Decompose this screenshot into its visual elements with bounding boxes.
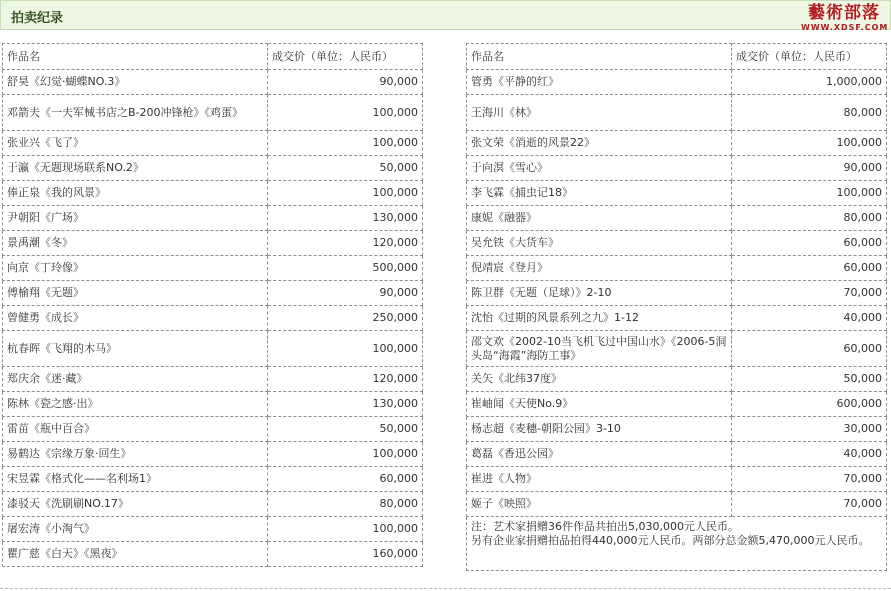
artwork-name: 崔进《人物》 [467,467,732,492]
artwork-name: 邓箭夫《一夫军械书店之B-200冲锋枪》《鸡蛋》 [3,95,268,131]
artwork-price: 80,000 [732,95,887,131]
auction-table-left [2,43,423,567]
artwork-name: 沈怡《过期的风景系列之九》1-12 [467,306,732,331]
table-row [3,442,423,467]
artwork-price: 1,000,000 [732,70,887,95]
table-row [3,281,423,306]
artwork-price: 100,000 [268,181,423,206]
artwork-price: 600,000 [732,392,887,417]
artwork-price: 60,000 [268,467,423,492]
note-line-2: 另有企业家捐赠拍品拍得440,000元人民币。两部分总金额5,470,000元人民币。 [471,534,870,547]
table-row [467,231,887,256]
artwork-price: 50,000 [268,156,423,181]
table-row [3,417,423,442]
table-row [467,95,887,131]
table-row [3,542,423,567]
table-row [3,70,423,95]
page-header [0,0,891,30]
artwork-price: 130,000 [268,206,423,231]
artwork-name: 易鹤达《宗缘万象·回生》 [3,442,268,467]
column-header-price: 成交价（单位：人民币） [268,44,423,70]
artwork-name: 宋昱霖《格式化——名利场1》 [3,467,268,492]
table-row [3,231,423,256]
note-line-1: 注：艺术家捐赠36件作品共拍出5,030,000元人民币。 [471,520,739,533]
artwork-price: 120,000 [268,367,423,392]
artwork-price: 100,000 [268,517,423,542]
artwork-price: 500,000 [268,256,423,281]
artwork-name: 雷苗《瓶中百合》 [3,417,268,442]
artwork-price: 160,000 [268,542,423,567]
table-row [467,492,887,517]
artwork-price: 90,000 [268,70,423,95]
table-row [3,331,423,367]
column-header-price: 成交价（单位：人民币） [732,44,887,70]
artwork-price: 90,000 [268,281,423,306]
artwork-name: 倪靖宸《登月》 [467,256,732,281]
artwork-name: 曾健勇《成长》 [3,306,268,331]
table-row [467,131,887,156]
artwork-price: 90,000 [732,156,887,181]
artwork-name: 崔岫闻《天使No.9》 [467,392,732,417]
artwork-price: 120,000 [268,231,423,256]
artwork-price: 130,000 [268,392,423,417]
table-row [3,367,423,392]
artwork-price: 70,000 [732,281,887,306]
table-note-row [467,517,887,571]
artwork-name: 张业兴《飞了》 [3,131,268,156]
table-row [467,417,887,442]
artwork-name: 郑庆余《迷·藏》 [3,367,268,392]
artwork-price: 60,000 [732,231,887,256]
table-row [3,181,423,206]
artwork-price: 60,000 [732,256,887,281]
column-header-name: 作品名 [3,44,268,70]
page-title: 拍卖纪录 [11,11,64,26]
artwork-name: 张文荣《消逝的风景22》 [467,131,732,156]
artwork-name: 景禹潮《冬》 [3,231,268,256]
table-row [467,70,887,95]
table-row [3,95,423,131]
artwork-price: 70,000 [732,492,887,517]
artwork-price: 250,000 [268,306,423,331]
bottom-divider [0,588,891,589]
artwork-price: 100,000 [268,331,423,367]
table-header-row [3,44,423,70]
table-row [467,367,887,392]
logo-text-en: WWW.XDSF.COM [801,23,889,32]
artwork-name: 吴允铁《大货车》 [467,231,732,256]
table-row [3,256,423,281]
auction-table-right [466,43,887,571]
artwork-name: 傅榆翔《无题》 [3,281,268,306]
table-row [3,517,423,542]
artwork-name: 舒昊《幻觉·蝴蝶NO.3》 [3,70,268,95]
artwork-price: 50,000 [732,367,887,392]
table-row [467,281,887,306]
artwork-name: 王海川《林》 [467,95,732,131]
table-row [3,392,423,417]
logo-text-cn: 藝術部落 [808,3,880,23]
artwork-price: 70,000 [732,467,887,492]
artwork-name: 于瀛《无题现场联系NO.2》 [3,156,268,181]
artwork-price: 30,000 [732,417,887,442]
artwork-name: 葛磊《香迅公园》 [467,442,732,467]
artwork-name: 邵文欢《2002-10当飞机飞过中国山水》《2006-5洞头岛“海霞”海防工事》 [467,331,732,367]
table-row [467,156,887,181]
artwork-name: 姬子《映照》 [467,492,732,517]
artwork-price: 60,000 [732,331,887,367]
artwork-price: 100,000 [732,131,887,156]
artwork-price: 100,000 [732,181,887,206]
table-row [3,131,423,156]
table-row [467,392,887,417]
artwork-name: 向京《丁玲像》 [3,256,268,281]
artwork-name: 关矢《北纬37度》 [467,367,732,392]
artwork-name: 康妮《融器》 [467,206,732,231]
artwork-price: 100,000 [268,131,423,156]
artwork-price: 40,000 [732,306,887,331]
artwork-name: 杨志超《麦穗-朝阳公园》3-10 [467,417,732,442]
table-row [3,492,423,517]
table-row [3,306,423,331]
summary-note [467,517,887,571]
artwork-name: 管勇《平静的红》 [467,70,732,95]
artwork-price: 100,000 [268,442,423,467]
artwork-name: 尹朝阳《广场》 [3,206,268,231]
artwork-name: 屠宏涛《小淘气》 [3,517,268,542]
table-row [467,256,887,281]
column-header-name: 作品名 [467,44,732,70]
artwork-price: 80,000 [732,206,887,231]
table-row [467,442,887,467]
artwork-name: 瞿广慈《白天》《黑夜》 [3,542,268,567]
artwork-name: 陈卫群《无题（足球）》2-10 [467,281,732,306]
artwork-price: 50,000 [268,417,423,442]
artwork-name: 杭春晖《飞翔的木马》 [3,331,268,367]
table-row [467,306,887,331]
artwork-price: 80,000 [268,492,423,517]
table-row [3,156,423,181]
table-row [467,331,887,367]
table-row [467,181,887,206]
table-row [3,206,423,231]
artwork-name: 李飞霖《捕虫记18》 [467,181,732,206]
artwork-name: 于向溟《雪心》 [467,156,732,181]
table-row [3,467,423,492]
table-row [467,467,887,492]
table-header-row [467,44,887,70]
artwork-price: 40,000 [732,442,887,467]
artwork-name: 漆驳天《洗刷刷NO.17》 [3,492,268,517]
artwork-name: 陈林《瓷之感·出》 [3,392,268,417]
artwork-price: 100,000 [268,95,423,131]
site-logo[interactable] [801,3,887,37]
table-row [467,206,887,231]
artwork-name: 俸正泉《我的风景》 [3,181,268,206]
